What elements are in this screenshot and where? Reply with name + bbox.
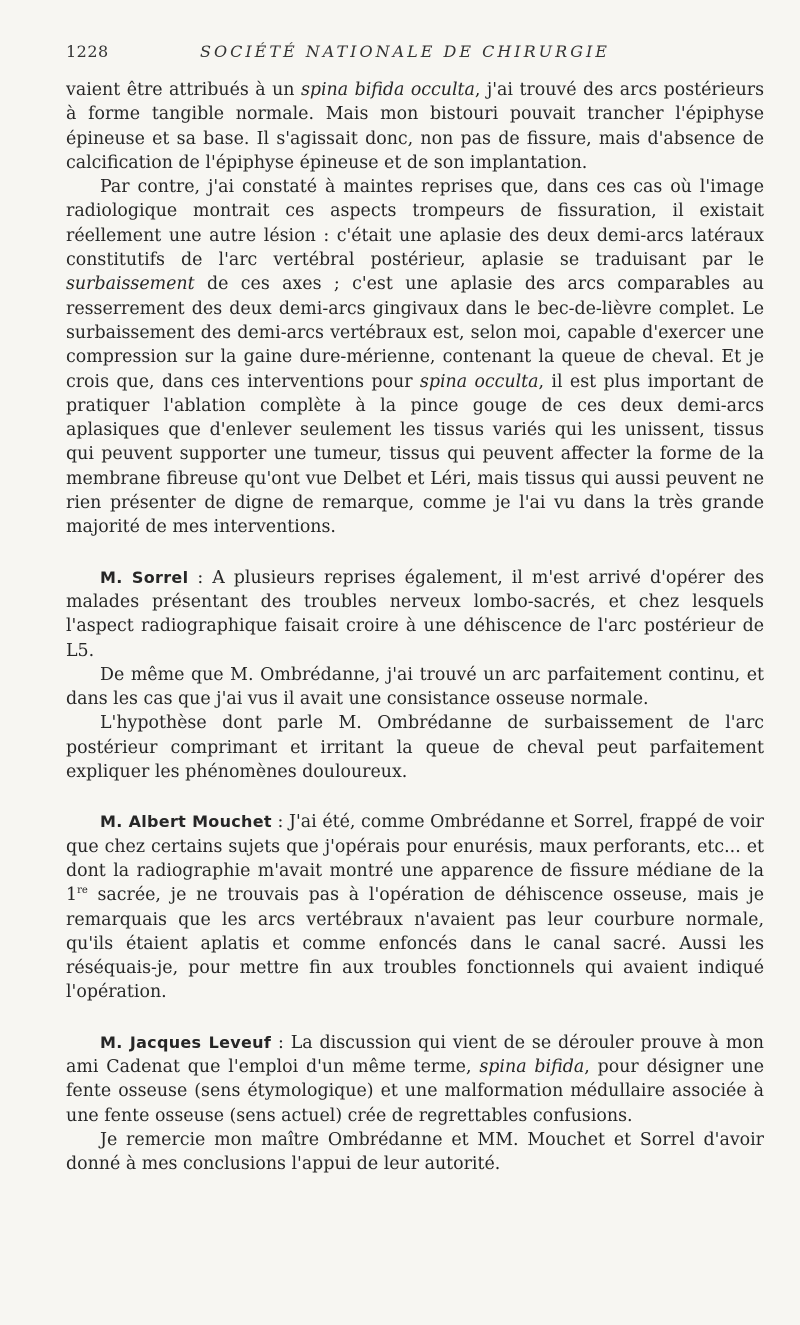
- paragraph: Je remercie mon maître Ombrédanne et MM. Mouchet et Sorrel d'avoir donné à mes conclusions l'appui de leur autorité.: [66, 1129, 764, 1175]
- paragraph-ombredanne: Par contre, j'ai constaté à maintes reprises que, dans ces cas où l'image radiologique montrait ces aspects trompeurs de fissuration, il existait réellement une autre lésion : c'était une aplasie des deux demi-arcs latéraux constitutifs de l'arc vertébral postérieur, aplasie se traduisant par le surbaissement de ces axes ; c'est une aplasie des arcs comparables au resserrement des deux demi-arcs gingivaux dans le bec-de-lièvre complet. Le surbaissement des demi-arcs vertébraux est, selon moi, capable d'exercer une compression sur la gaine dure-mérienne, contenant la queue de cheval. Et je crois que, dans ces interventions pour spina occulta, il est plus important de pratiquer l'ablation complète à la pince gouge de ces deux demi-arcs aplasiques que d'enlever seulement les tissus variés qui les unissent, tissus qui peuvent supporter une tumeur, tissus qui peuvent affecter la forme de la membrane fibreuse qu'ont vue Delbet et Léri, mais tissus qui aussi peuvent ne rien présenter de digne de remarque, comme je l'ai vu dans la très grande majorité de mes interventions.: [66, 177, 764, 538]
- page-number: 1228: [66, 42, 109, 61]
- speaker-name: M. Albert Mouchet: [100, 812, 272, 832]
- body-text: [66, 78, 764, 1176]
- paragraph: De même que M. Ombrédanne, j'ai trouvé un arc parfaitement continu, et dans les cas que j'ai vus il avait une consistance osseuse normale.: [66, 664, 764, 710]
- paragraph-continuation: vaient être attribués à un spina bifida occulta, j'ai trouvé des arcs postérieurs à forme tangible normale. Mais mon bistouri pouvait trancher l'épiphyse épineuse et sa base. Il s'agissait donc, non pas de fissure, mais d'absence de calcification de l'épiphyse épineuse et de son implantation.: [66, 80, 765, 173]
- speaker-name: M. Jacques Leveuf: [100, 1032, 272, 1052]
- paragraph: L'hypothèse dont parle M. Ombrédanne de surbaissement de l'arc postérieur comprimant et irritant la queue de cheval peut parfaitement expliquer les phénomènes douloureux.: [66, 713, 764, 783]
- paragraph-sorrel: M. Sorrel : A plusieurs reprises également, il m'est arrivé d'opérer des malades présentant des troubles nerveux lombo-sacrés, et chez lesquels l'aspect radiographique faisait croire à une déhiscence de l'arc postérieur de L5.: [66, 567, 765, 661]
- paragraph-leveuf: M. Jacques Leveuf : La discussion qui vient de se dérouler prouve à mon ami Cadenat que l'emploi d'un même terme, spina bifida, pour désigner une fente osseuse (sens étymologique) et une malformation médullaire associée à une fente osseuse (sens actuel) crée de regrettables confusions.: [66, 1032, 764, 1126]
- running-head: [66, 42, 764, 72]
- paragraph-mouchet: M. Albert Mouchet : J'ai été, comme Ombrédanne et Sorrel, frappé de voir que chez certains sujets que j'opérais pour enurésis, maux perforants, etc... et dont la radiographie m'avait montré une apparence de fissure médiane de la 1re sacrée, je ne trouvais pas à l'opération de déhiscence osseuse, mais je remarquais que les arcs vertébraux n'avaient pas leur courbure normale, qu'ils étaient aplatis et comme enfoncés dans le canal sacré. Aussi les réséquais-je, pour mettre fin aux troubles fonctionnels qui avaient indiqué l'opération.: [66, 812, 764, 1003]
- journal-title: SOCIÉTÉ NATIONALE DE CHIRURGIE: [200, 42, 610, 61]
- speaker-name: M. Sorrel: [100, 567, 189, 587]
